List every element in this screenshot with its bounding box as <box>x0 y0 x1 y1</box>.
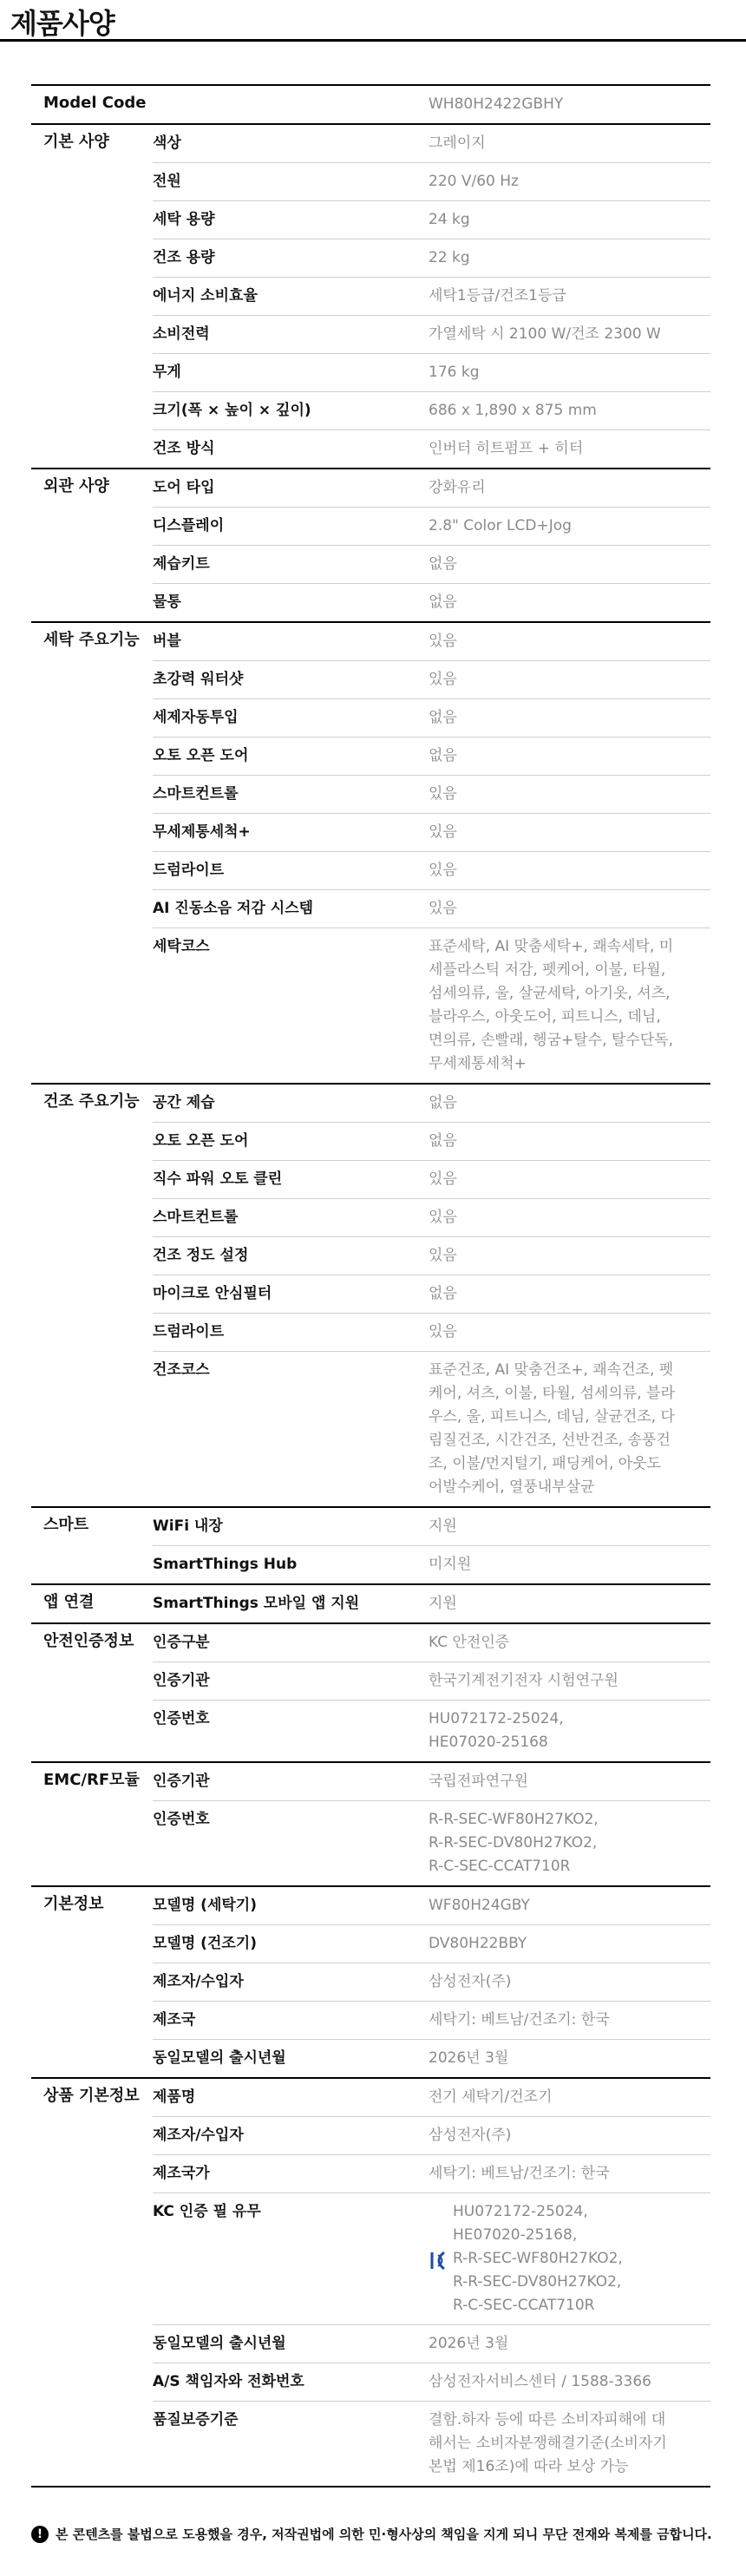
row-value: 2.8" Color LCD+Jog <box>429 517 572 534</box>
row-label: 색상 <box>153 134 181 152</box>
spec-row <box>153 354 710 392</box>
row-value: 세탁기: 베트남/건조기: 한국 <box>429 2165 610 2182</box>
spec-row <box>153 2402 710 2486</box>
row-label: 버블 <box>153 633 181 650</box>
row-label: 드럼라이트 <box>153 1323 225 1340</box>
row-label: 인증번호 <box>153 1710 210 1727</box>
spec-row <box>153 814 710 852</box>
row-value: 176 kg <box>429 364 480 381</box>
row-value: 2026년 3월 <box>429 2049 509 2067</box>
row-label: KC 인증 필 유무 <box>153 2203 261 2220</box>
group-label: 기본 사양 <box>43 133 109 151</box>
row-label: 공간 제습 <box>153 1094 215 1111</box>
spec-row <box>153 278 710 316</box>
row-value: 22 kg <box>429 249 470 266</box>
row-value: 국립전파연구원 <box>429 1773 528 1790</box>
row-label: 인증기관 <box>153 1672 210 1689</box>
group-label: 외관 사양 <box>43 477 109 495</box>
spec-group <box>31 1085 710 1508</box>
row-label: 동일모델의 출시년월 <box>153 2335 286 2352</box>
row-label: 크기(폭 × 높이 × 깊이) <box>153 402 311 419</box>
row-value: 있음 <box>429 900 457 917</box>
row-label: 제품명 <box>153 2088 196 2106</box>
row-label: 모델명 (세탁기) <box>153 1897 257 1914</box>
row-label: SmartThings Hub <box>153 1556 298 1573</box>
row-label: 제조국가 <box>153 2165 210 2182</box>
spec-row <box>153 2040 710 2077</box>
spec-group <box>31 469 710 623</box>
row-value: KC 안전인증 <box>429 1634 510 1651</box>
row-label: 건조 용량 <box>153 249 215 266</box>
spec-group-model-code <box>31 86 710 125</box>
spec-row <box>153 316 710 354</box>
row-value: 세탁기: 베트남/건조기: 한국 <box>429 2011 610 2029</box>
spec-group <box>31 1508 710 1585</box>
model-code-label: Model Code <box>43 94 147 112</box>
row-value: 있음 <box>429 862 457 879</box>
spec-table <box>31 84 710 2488</box>
row-value: 강화유리 <box>429 479 486 496</box>
spec-row <box>153 1508 710 1546</box>
row-value: WF80H24GBY <box>429 1897 530 1914</box>
group-label: 건조 주요기능 <box>43 1092 140 1111</box>
notice-text: 본 콘텐츠를 불법으로 도용했을 경우, 저작권법에 의한 민·형사상의 책임을 지게 되니 무단 전재와 복제를 금합니다. <box>56 2527 712 2542</box>
spec-row <box>153 1801 710 1885</box>
row-label: 드럼라이트 <box>153 862 225 879</box>
spec-row <box>153 2155 710 2193</box>
group-label: 기본정보 <box>43 1895 104 1913</box>
row-label: 건조코스 <box>153 1361 210 1379</box>
row-value: 가열세탁 시 2100 W/건조 2300 W <box>429 325 661 343</box>
row-label: 도어 타입 <box>153 479 215 496</box>
spec-row <box>153 623 710 661</box>
group-label: 앱 연결 <box>43 1593 95 1611</box>
spec-group <box>31 1624 710 1763</box>
row-label: 모델명 (건조기) <box>153 1935 257 1952</box>
spec-row <box>153 852 710 890</box>
row-label: 제조자/수입자 <box>153 2127 244 2144</box>
spec-row <box>153 1701 710 1761</box>
row-value: 지원 <box>429 1595 457 1612</box>
row-value: 전기 세탁기/건조기 <box>429 2088 553 2106</box>
spec-row <box>153 737 710 776</box>
spec-row <box>153 584 710 621</box>
spec-row <box>153 1085 710 1123</box>
row-label: 무게 <box>153 364 181 381</box>
row-value: 표준건조, AI 맞춤건조+, 쾌속건조, 펫 케어, 셔츠, 이불, 타월, 섬세의류, 블라 우스, 울, 피트니스, 데님, 살균건조, 다 림질건조, 시간건조, 선반건조, 송풍건 조, 이불/먼지털기, 패딩케어, 아웃도 어발수케어, 열풍내부살균 <box>429 1361 675 1496</box>
spec-row <box>153 430 710 468</box>
row-label: AI 진동소음 저감 시스템 <box>153 900 314 917</box>
model-code-value: WH80H2422GBHY <box>429 95 564 113</box>
spec-row <box>153 1161 710 1199</box>
spec-row <box>153 661 710 699</box>
row-value: DV80H22BBY <box>429 1935 527 1952</box>
row-label: WiFi 내장 <box>153 1517 223 1535</box>
row-value: 있음 <box>429 823 457 841</box>
row-label: 무세제통세척+ <box>153 823 251 841</box>
group-label: 스마트 <box>43 1516 89 1534</box>
row-label: 스마트컨트롤 <box>153 785 239 803</box>
row-value: 있음 <box>429 671 457 688</box>
spec-row <box>153 392 710 430</box>
row-value: 있음 <box>429 785 457 803</box>
spec-row <box>153 1314 710 1352</box>
spec-row <box>153 1585 710 1622</box>
row-value: 2026년 3월 <box>429 2335 509 2352</box>
exclamation-icon: ! <box>31 2526 49 2543</box>
row-label: 물통 <box>153 593 181 611</box>
row-value: 없음 <box>429 555 457 573</box>
row-label: 세탁코스 <box>153 938 210 955</box>
row-value: 있음 <box>429 1247 457 1264</box>
spec-row <box>153 1275 710 1314</box>
kc-value <box>429 2200 710 2317</box>
row-value: R-R-SEC-WF80H27KO2, R-R-SEC-DV80H27KO2, R-C-SEC-CCAT710R <box>429 1811 599 1875</box>
spec-row <box>153 1925 710 1963</box>
row-value: 있음 <box>429 633 457 650</box>
row-label: 세탁 용량 <box>153 211 215 228</box>
row-value: 삼성전자서비스센터 / 1588-3366 <box>429 2373 651 2390</box>
row-value: 미지원 <box>429 1556 472 1573</box>
spec-row <box>153 1624 710 1662</box>
spec-row <box>153 1763 710 1801</box>
row-label: 인증번호 <box>153 1811 210 1828</box>
spec-row <box>153 1237 710 1275</box>
row-value: 없음 <box>429 1285 457 1302</box>
row-value: 삼성전자(주) <box>429 2127 512 2144</box>
group-label: 상품 기본정보 <box>43 2087 140 2105</box>
row-label: 오토 오픈 도어 <box>153 1132 249 1150</box>
spec-row <box>153 1123 710 1161</box>
spec-row <box>153 890 710 928</box>
spec-row <box>153 125 710 163</box>
kc-mark-icon <box>429 2249 449 2272</box>
spec-row <box>153 2117 710 2155</box>
page-title: 제품사양 <box>10 7 115 40</box>
spec-row <box>153 1662 710 1701</box>
row-label: 직수 파워 오토 클린 <box>153 1170 283 1188</box>
row-value: 없음 <box>429 709 457 726</box>
row-label: 초강력 워터샷 <box>153 671 244 688</box>
row-label: 마이크로 안심필터 <box>153 1285 272 1302</box>
row-label: 제습키트 <box>153 555 210 573</box>
spec-row <box>153 776 710 814</box>
row-value: 삼성전자(주) <box>429 1973 512 1990</box>
spec-row <box>153 469 710 508</box>
spec-row <box>153 699 710 737</box>
row-label: 디스플레이 <box>153 517 225 534</box>
row-value: 한국기계전기전자 시험연구원 <box>429 1672 618 1689</box>
spec-group <box>31 1763 710 1887</box>
row-label: 건조 정도 설정 <box>153 1247 249 1264</box>
group-label: 세탁 주요기능 <box>43 631 140 649</box>
row-value: 있음 <box>429 1209 457 1226</box>
spec-group <box>31 125 710 469</box>
spec-row <box>153 1199 710 1237</box>
title-bar <box>0 0 746 42</box>
spec-group <box>31 623 710 1085</box>
row-value: 220 V/60 Hz <box>429 173 519 190</box>
spec-row <box>153 2193 710 2325</box>
row-label: SmartThings 모바일 앱 지원 <box>153 1595 360 1612</box>
spec-row <box>153 1887 710 1925</box>
row-value: 표준세탁, AI 맞춤세탁+, 쾌속세탁, 미 세플라스틱 저감, 펫케어, 이불, 타월, 섬세의류, 울, 살균세탁, 아기옷, 셔츠, 블라우스, 아웃도어, 피트니스, 데님, 면의류, 손빨래, 헹굼+탈수, 탈수단독, 무세제통세척+ <box>429 938 674 1072</box>
spec-row <box>153 928 710 1083</box>
row-label: 스마트컨트롤 <box>153 1209 239 1226</box>
spec-row <box>153 2325 710 2363</box>
spec-row <box>153 1352 710 1506</box>
copyright-notice <box>31 2525 717 2543</box>
row-value: 없음 <box>429 747 457 764</box>
row-label: 제조자/수입자 <box>153 1973 244 1990</box>
spec-row <box>153 546 710 584</box>
row-value: 인버터 히트펌프 + 히터 <box>429 440 584 457</box>
spec-group <box>31 2079 710 2488</box>
spec-row <box>153 2002 710 2040</box>
group-label: 안전인증정보 <box>43 1632 134 1650</box>
row-label: 인증구분 <box>153 1634 210 1651</box>
row-value: 없음 <box>429 1094 457 1111</box>
row-label: 동일모델의 출시년월 <box>153 2049 286 2067</box>
spec-row <box>153 508 710 546</box>
group-label: EMC/RF모듈 <box>43 1771 140 1789</box>
row-value: 결함.하자 등에 따른 소비자피해에 대 해서는 소비자분쟁해결기준(소비자기 본법 제16조)에 따라 보상 가능 <box>429 2411 667 2475</box>
spec-group <box>31 1585 710 1624</box>
row-label: 전원 <box>153 173 181 190</box>
row-value: 24 kg <box>429 211 470 228</box>
row-label: 세제자동투입 <box>153 709 239 726</box>
row-label: 품질보증기준 <box>153 2411 239 2429</box>
row-value: 있음 <box>429 1170 457 1188</box>
row-value: 지원 <box>429 1517 457 1535</box>
row-label: 소비전력 <box>153 325 210 343</box>
row-label: 오토 오픈 도어 <box>153 747 249 764</box>
spec-row <box>153 201 710 239</box>
row-value: 있음 <box>429 1323 457 1340</box>
row-label: 인증기관 <box>153 1773 210 1790</box>
row-label: 에너지 소비효율 <box>153 287 258 305</box>
spec-row <box>429 86 710 123</box>
row-label: 건조 방식 <box>153 440 215 457</box>
row-value-text: HU072172-25024, HE07020-25168, R-R-SEC-WF80H27KO2, R-R-SEC-DV80H27KO2, R-C-SEC-CCAT710R <box>453 2203 623 2314</box>
row-value: HU072172-25024, HE07020-25168 <box>429 1710 564 1751</box>
row-value: 686 x 1,890 x 875 mm <box>429 402 597 419</box>
spec-row <box>153 1546 710 1583</box>
row-value: 없음 <box>429 593 457 611</box>
row-value: 세탁1등급/건조1등급 <box>429 287 566 305</box>
row-value: 그레이지 <box>429 134 486 152</box>
spec-group <box>31 1887 710 2079</box>
spec-row <box>153 2363 710 2402</box>
row-label: 제조국 <box>153 2011 196 2029</box>
spec-row <box>153 1963 710 2002</box>
spec-row <box>153 2079 710 2117</box>
row-value: 없음 <box>429 1132 457 1150</box>
row-label: A/S 책임자와 전화번호 <box>153 2373 304 2390</box>
spec-row <box>153 239 710 278</box>
spec-row <box>153 163 710 201</box>
